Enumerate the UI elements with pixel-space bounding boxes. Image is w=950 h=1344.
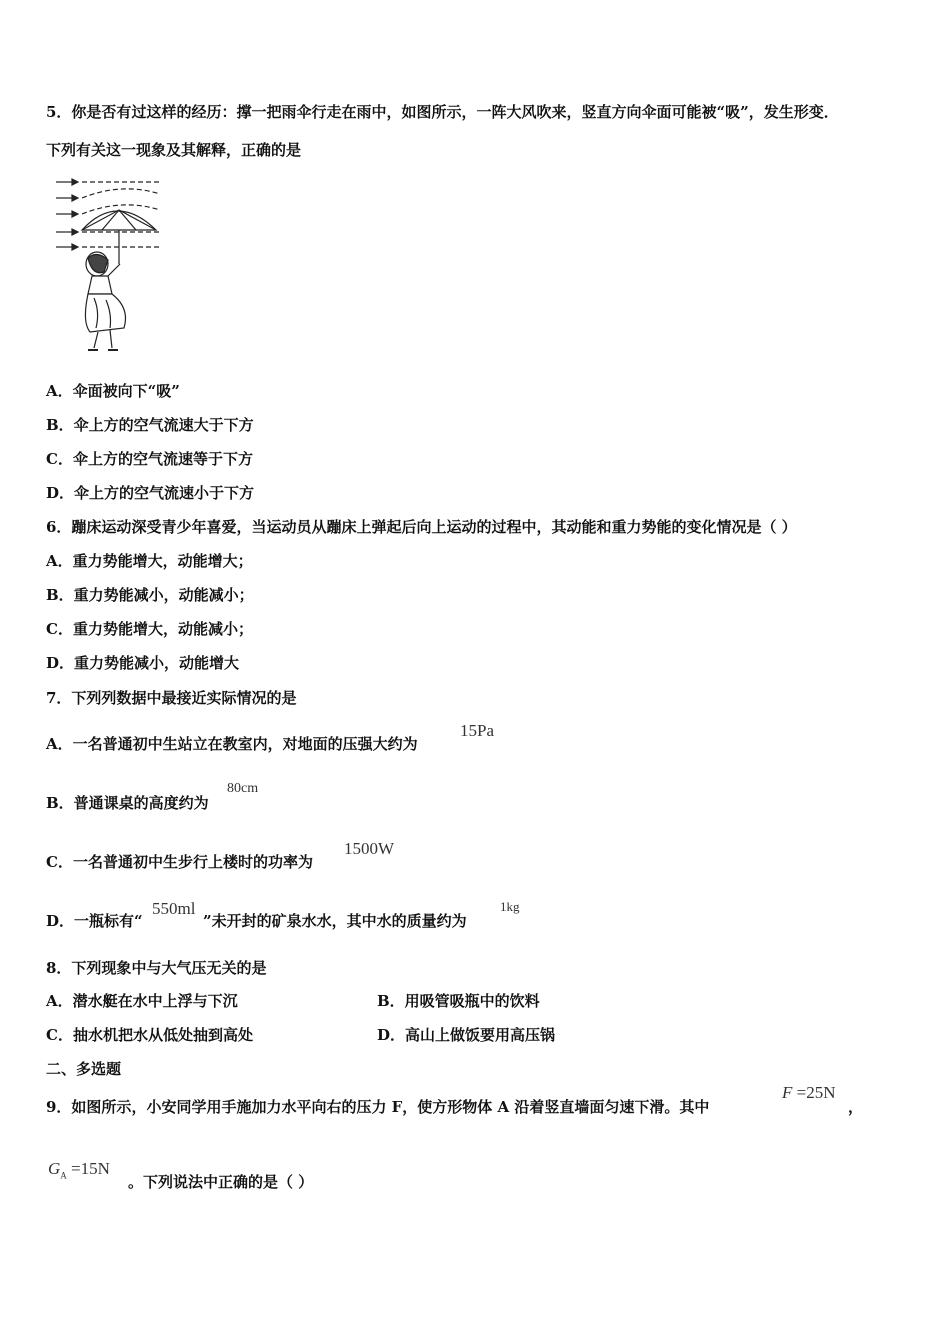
q6-option-c: C．重力势能增大，动能减小； xyxy=(46,620,253,638)
q8-option-c: C．抽水机把水从低处抽到高处 xyxy=(46,1026,253,1044)
q9-f-value: =25N xyxy=(796,1083,836,1102)
q5-option-b: B．伞上方的空气流速大于下方 xyxy=(46,416,254,434)
q8-option-d: D．高山上做饭要用高压锅 xyxy=(377,1026,556,1044)
section-heading: 二、多选题 xyxy=(46,1060,122,1078)
q7-option-a-value: 15Pa xyxy=(460,721,494,740)
q7-option-d-value2: 1kg xyxy=(500,899,520,914)
q7-option-d-part1: D．一瓶标有“ xyxy=(46,912,143,930)
q9-g-symbol: G xyxy=(48,1159,61,1178)
q6-option-a: A．重力势能增大，动能增大； xyxy=(46,552,253,570)
q8-option-a: A．潜水艇在水中上浮与下沉 xyxy=(46,992,238,1010)
q6-option-b: B．重力势能减小，动能减小； xyxy=(46,586,254,604)
q7-option-c-value: 1500W xyxy=(344,839,395,858)
q7-option-b-value: 80cm xyxy=(227,781,259,796)
q9-f-formula xyxy=(782,1083,836,1103)
q5-option-a: A．伞面被向下“吸” xyxy=(46,382,180,400)
q7-option-d-value1: 550ml xyxy=(152,899,196,918)
q9-f-symbol: F xyxy=(782,1083,793,1102)
q5-stem-line2: 下列有关这一现象及其解释，正确的是 xyxy=(46,141,302,159)
q5-stem-line1: 5．你是否有过这样的经历：撑一把雨伞行走在雨中，如图所示，一阵大风吹来，竖直方向伞面可能被“吸”，发生形变． xyxy=(46,103,839,121)
q6-option-d: D．重力势能减小，动能增大 xyxy=(46,654,240,672)
q6-stem: 6．蹦床运动深受青少年喜爱，当运动员从蹦床上弹起后向上运动的过程中，其动能和重力势能的变化情况是（ ） xyxy=(46,518,797,536)
q9-g-formula xyxy=(48,1159,110,1180)
q7-option-d-part2: ”未开封的矿泉水水，其中水的质量约为 xyxy=(203,912,467,930)
q9-stem: 9．如图所示，小安同学用手施加力水平向右的压力 F，使方形物体 A 沿着竖直墙面匀速下滑。其中 xyxy=(46,1098,710,1116)
q9-g-value: =15N xyxy=(71,1159,110,1178)
q8-stem: 8．下列现象中与大气压无关的是 xyxy=(46,959,267,977)
q7-option-a: A．一名普通初中生站立在教室内，对地面的压强大约为 xyxy=(46,735,418,753)
q7-option-b: B．普通课桌的高度约为 xyxy=(46,794,209,812)
q5-option-c: C．伞上方的空气流速等于下方 xyxy=(46,450,253,468)
q8-option-b: B．用吸管吸瓶中的饮料 xyxy=(377,992,540,1010)
q9-stem-tail: 。下列说法中正确的是（ ） xyxy=(128,1173,314,1191)
q7-option-c: C．一名普通初中生步行上楼时的功率为 xyxy=(46,853,313,871)
umbrella-wind-figure xyxy=(52,172,172,358)
q9-g-subscript: A xyxy=(60,1170,67,1181)
q9-comma: ， xyxy=(848,1098,864,1116)
q7-stem: 7．下列列数据中最接近实际情况的是 xyxy=(46,689,297,707)
q5-option-d: D．伞上方的空气流速小于下方 xyxy=(46,484,255,502)
